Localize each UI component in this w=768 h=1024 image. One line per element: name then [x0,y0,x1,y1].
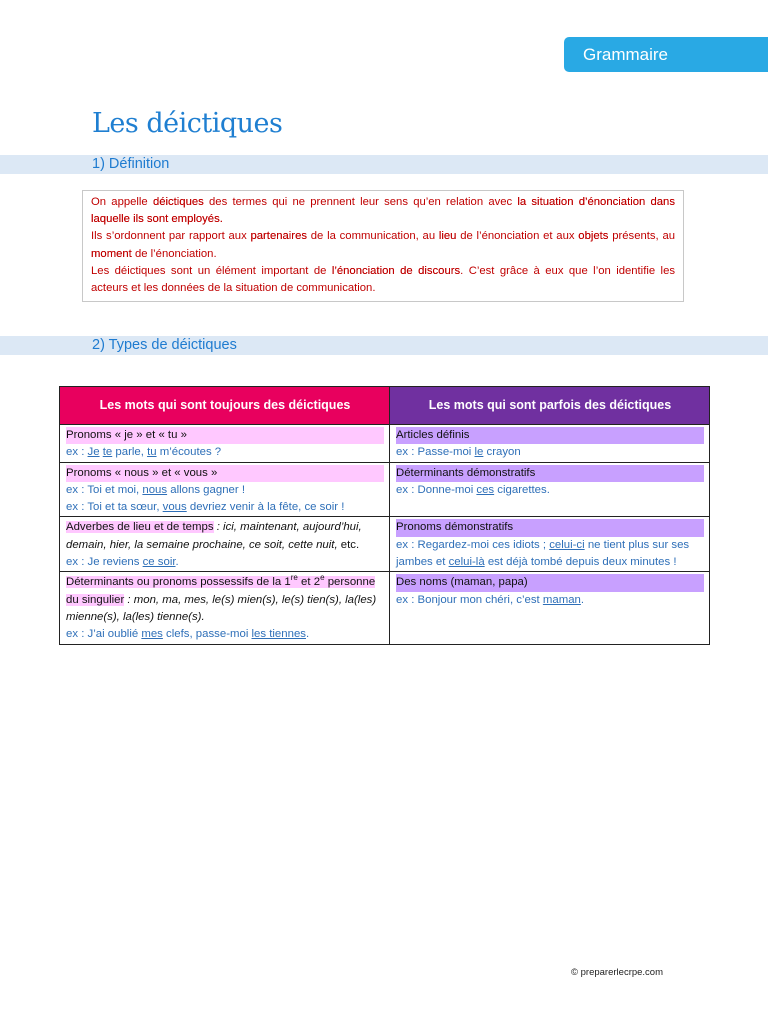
cell-pronoms-je-tu [60,425,390,463]
page-title: Les déictiques [92,108,283,139]
table-row [60,572,710,644]
table-header-row [60,387,710,425]
example-text: ex : Toi et ta sœur, vous devriez venir à la fête, ce soir ! [66,501,345,514]
category-badge: Grammaire [564,37,768,72]
table-row [60,462,710,517]
table-row [60,425,710,463]
row-label: Déterminants démonstratifs [396,465,704,482]
section-title-types: 2) Types de déictiques [92,337,237,353]
row-label: Pronoms démonstratifs [396,519,704,536]
row-text: Adverbes de lieu et de temps : ici, maintenant, aujourd’hui, demain, hier, la semaine prochaine, ce soit, cette nuit, etc. [66,521,362,551]
cell-determinants-demonstratifs [390,462,710,517]
header-sometimes: Les mots qui sont parfois des déictiques [390,387,710,425]
cell-adverbes [60,517,390,572]
example-text: ex : Toi et moi, nous allons gagner ! [66,483,245,496]
row-label: Déterminants ou pronoms possessifs de la 1re et 2e personne du singulier [66,573,376,606]
header-always: Les mots qui sont toujours des déictiques [60,387,390,425]
row-label: Pronoms « je » et « tu » [66,427,384,444]
deictics-table [59,386,710,645]
example-text: ex : Je te parle, tu m’écoutes ? [66,446,222,459]
example-text: ex : Passe-moi le crayon [396,446,521,459]
term-deictiques: déictiques [152,196,204,208]
table-row [60,517,710,572]
example-text: ex : J’ai oublié mes clefs, passe-moi les tiennes. [66,628,310,641]
cell-possessifs [60,572,390,644]
example-text: ex : Regardez-moi ces idiots ; celui-ci ne tient plus sur ses jambes et celui-là est déjà tombé depuis deux minutes ! [396,538,690,569]
copyright-footer: © preparerlecrpe.com [571,967,664,978]
row-label: Articles définis [396,427,704,444]
section-title-definition: 1) Définition [92,156,170,172]
row-label: Adverbes de lieu et de temps [66,521,214,534]
cell-noms [390,572,710,644]
row-label: Pronoms « nous » et « vous » [66,465,384,482]
row-text: Déterminants ou pronoms possessifs de la 1re et 2e personne du singulier : mon, ma, mes, le(s) mien(s), le(s) tien(s), la(les) mienne(s), la(les) tienne(s). [66,573,377,623]
definition-box: On appelle déictiques des termes qui ne prennent leur sens qu’en relation avec la situation d’énonciation dans laquelle ils sont employés. Ils s’ordonnent par rapport aux partenaires de la communication, au lieu de l’énonciation et aux objets présents, au moment de l’énonciation. Les déictiques sont un élément important de l’énonciation de discours. C’est grâce à eux que l’on identifie les acteurs et les données de la situation de communication. [82,190,684,302]
example-text: ex : Je reviens ce soir. [66,556,179,569]
example-text: ex : Bonjour mon chéri, c’est maman. [396,593,585,606]
example-text: ex : Donne-moi ces cigarettes. [396,483,550,496]
cell-pronoms-demonstratifs [390,517,710,572]
cell-articles-definis [390,425,710,463]
cell-pronoms-nous-vous [60,462,390,517]
row-label: Des noms (maman, papa) [396,574,704,591]
